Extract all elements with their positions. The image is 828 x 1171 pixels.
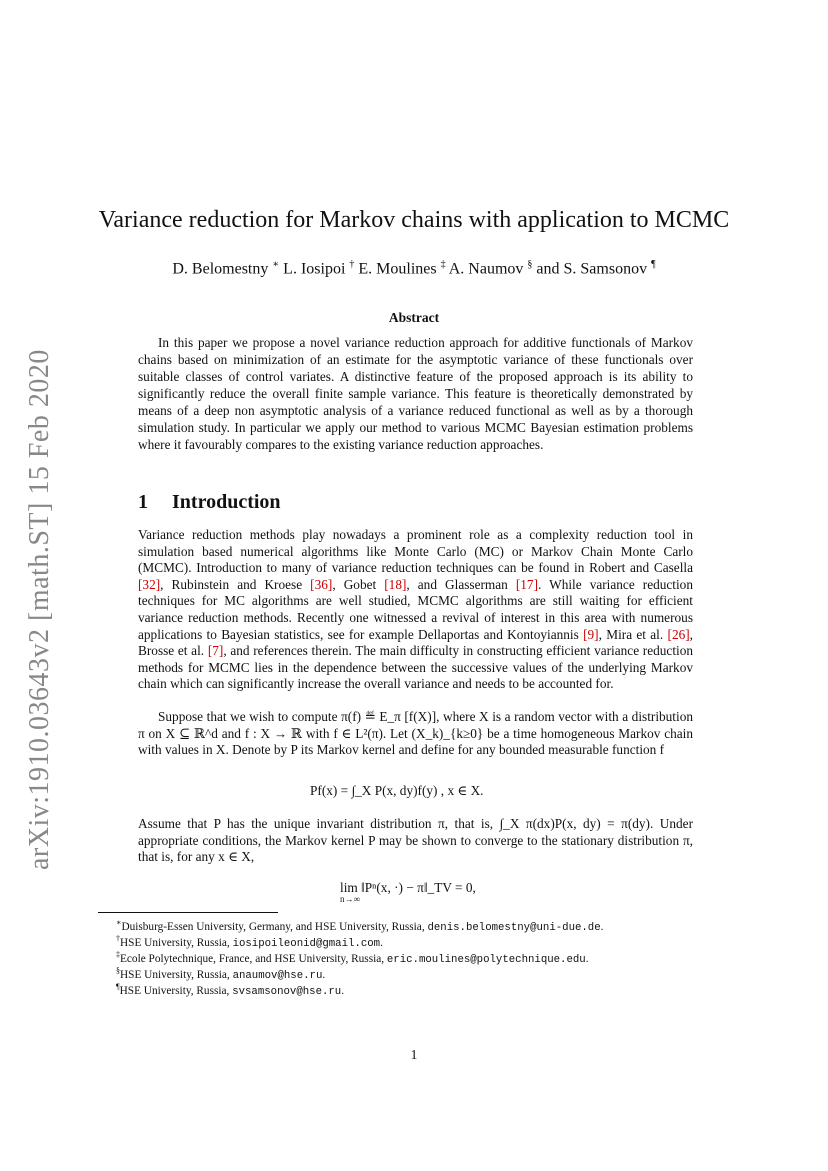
abstract-body: In this paper we propose a novel variance reduction approach for additive functionals of Markov chains based on minimization of an estimate for the asymptotic variance of these functionals over suitable classes of control variates. A distinctive feature of the proposed approach is its ability to significantly reduce the overall finite sample variance. This feature is theoretically demonstrated by means of a deep non asymptotic analysis of a variance reduced functional as well as by a thorough simulation study. In particular we apply our method to various MCMC Bayesian estimation problems where it favourably compares to the existing variance reduction approaches. — [138, 335, 693, 452]
footnote-end: . — [600, 920, 604, 933]
intro-paragraph — [138, 527, 693, 693]
footnote-mark[interactable]: ‡ — [440, 259, 446, 270]
footnote-text: HSE University, Russia, — [119, 984, 233, 997]
footnote-end: . — [341, 984, 345, 997]
section-title: Introduction — [172, 491, 281, 513]
footnote-mark: ∗ — [116, 918, 122, 927]
footnote-end: . — [322, 968, 326, 981]
footnote-text: HSE University, Russia, — [120, 936, 233, 949]
abstract-heading: Abstract — [388, 310, 440, 325]
problem-paragraph: Suppose that we wish to compute π(f) ≝ E_π [f(X)], where X is a random vector with a distribution π on X ⊆ ℝ^d and f : X → ℝ with f ∈ L²(π). Let (X_k)_{k≥0} be a time homogeneous Markov chain with values in X. Denote by P its Markov kernel and define for any bounded measurable function f — [138, 709, 693, 758]
footnote-text: HSE University, Russia, — [120, 968, 233, 981]
author-list — [0, 255, 828, 279]
author: A. Naumov — [448, 260, 524, 278]
author: S. Samsonov — [563, 260, 648, 278]
footnote-mark: ¶ — [116, 982, 120, 991]
citation-link[interactable]: [26] — [667, 626, 690, 642]
text-run: , Mira et al. — [598, 626, 668, 642]
footnote-mark[interactable]: § — [527, 259, 533, 270]
text-run: Variance reduction methods play nowadays a prominent role as a complexity reduction tool in simulation based numerical algorithms like Monte Carlo (MC) or Markov Chain Monte Carlo (MCMC). Introduction to many of variance reduction techniques can be found in Robert and Casella — [138, 527, 693, 576]
text-run: , Gobet — [332, 576, 385, 592]
citation-link[interactable]: [36] — [310, 576, 333, 592]
paper-title: Variance reduction for Markov chains with application to MCMC — [98, 207, 730, 233]
citation-link[interactable]: [32] — [138, 576, 161, 592]
citation-link[interactable]: [17] — [515, 576, 539, 592]
text-run: , Brosse et al. — [138, 626, 693, 659]
section-number: 1 — [138, 491, 148, 513]
email-link[interactable]: svsamsonov@hse.ru — [232, 985, 342, 998]
footnote-mark[interactable]: † — [349, 259, 355, 270]
email-link[interactable]: denis.belomestny@uni-due.de — [427, 921, 601, 934]
footnote — [116, 979, 344, 1000]
email-link[interactable]: anaumov@hse.ru — [232, 969, 323, 982]
author-conjunction: and — [536, 260, 560, 278]
citation-link[interactable]: [7] — [207, 643, 224, 659]
email-link[interactable]: eric.moulines@polytechnique.edu — [386, 953, 586, 966]
footnote-end: . — [585, 952, 589, 965]
citation-link[interactable]: [9] — [583, 626, 599, 642]
arxiv-stamp: arXiv:1910.03643v2 [math.ST] 15 Feb 2020 — [24, 349, 55, 870]
invariance-paragraph: Assume that P has the unique invariant distribution π, that is, ∫_X π(dx)P(x, dy) = π(dy). Under appropriate conditions, the Markov kernel P may be shown to converge to the stationary distribution π, that is, for any x ∈ X, — [138, 816, 693, 865]
page-number: 1 — [410, 1047, 418, 1062]
text-run: , and references therein. The main difficulty in constructing efficient variance reduction methods for MCMC lies in the dependence between the successive values of the underlying Markov chain which can significantly increase the overall variance and needs to be accounted for. — [138, 643, 694, 692]
footnote-text: Ecole Polytechnique, France, and HSE University, Russia, — [120, 952, 387, 965]
text-run: , Rubinstein and Kroese — [160, 576, 311, 592]
convergence-equation — [340, 880, 476, 904]
footnote-rule — [98, 912, 278, 913]
footnote-mark: ‡ — [116, 950, 120, 959]
footnote-mark[interactable]: ∗ — [272, 259, 280, 270]
footnote-mark: § — [116, 966, 120, 975]
author: L. Iosipoi — [283, 260, 346, 278]
equation-subscript: n→∞ — [340, 894, 360, 904]
section-heading — [138, 491, 281, 514]
footnote-mark[interactable]: ¶ — [651, 259, 656, 270]
text-run: , and Glasserman — [406, 576, 516, 592]
footnote-text: Duisburg-Essen University, Germany, and HSE University, Russia, — [121, 920, 428, 933]
equation-main: lim ‖Pⁿ(x, ·) − π‖_TV = 0, — [340, 880, 476, 895]
author: E. Moulines — [358, 260, 437, 278]
footnote-end: . — [380, 936, 383, 949]
text-run: . While variance reduction techniques for MC algorithms are well studied, MCMC algorithms are still waiting for efficient variance reduction methods. Recently one witnessed a revival of interest in this area with numerous applications to Bayesian statistics, see for example Dellaportas and Kontoyiannis — [138, 576, 693, 642]
author: D. Belomestny — [172, 260, 269, 278]
kernel-equation: Pf(x) = ∫_X P(x, dy)f(y) , x ∈ X. — [310, 783, 484, 798]
footnote-mark: † — [116, 934, 120, 943]
email-link[interactable]: iosipoileonid@gmail.com — [232, 937, 381, 950]
citation-link[interactable]: [18] — [384, 576, 407, 592]
